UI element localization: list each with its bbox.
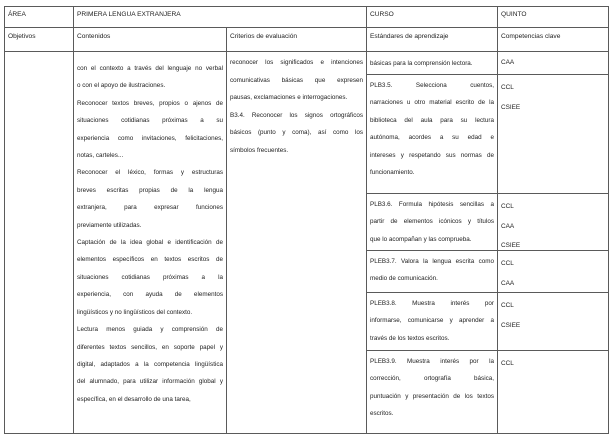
competencia-code: CSIEE [501, 103, 521, 111]
contenidos-line: previamente utilizadas. [77, 221, 142, 229]
contenidos-line: específica, en el desarrollo de una tarea, [77, 395, 191, 403]
contenidos-line: Lectura menos guiada y comprensión de [77, 326, 223, 334]
header-subject: PRIMERA LENGUA EXTRANJERA [77, 11, 181, 18]
header-divider-2 [4, 51, 609, 52]
competencia-code: CAA [501, 59, 515, 66]
contenidos-line: elementos específicos en textos escritos de [77, 256, 223, 264]
contenidos-line: del alumnado, para utilizar información global y [77, 378, 223, 386]
estandar-line: autónoma, acordes a su edad e [370, 134, 494, 142]
estandar-line: básicas para la comprensión lectora. [370, 60, 473, 67]
estandar-text [370, 55, 494, 72]
header-criterios: Criterios de evaluación [230, 33, 298, 40]
contenidos-line: experiencia como invitaciones, felicitaciones, [77, 134, 223, 142]
estandar-line: puntuación y presentación de los textos [370, 392, 494, 400]
competencia-code: CAA [501, 222, 515, 230]
contenidos-line: o con el apoyo de ilustraciones. [77, 82, 166, 90]
estandar-line: funcionamiento. [370, 169, 415, 177]
contenidos-line: con el contexto a través del lenguaje no verbal [77, 65, 223, 72]
estandar-line: escritos. [370, 410, 394, 418]
estandar-text [370, 77, 494, 181]
col-line-estandares [497, 6, 498, 434]
contenidos-line: situaciones cotidianas próximas a la [77, 273, 223, 281]
competencias-list [501, 296, 520, 335]
estandar-line: biblioteca del aula para su lectura [370, 116, 494, 124]
contenidos-line: lingüísticos y no lingüísticos del contexto. [77, 308, 193, 316]
header-course-label: CURSO [370, 11, 394, 18]
estandar-line: PLEB3.9. Muestra interés por la [370, 358, 494, 365]
table-border-bottom [4, 433, 609, 434]
contenidos-line: Reconocer el léxico, formas y estructuras [77, 169, 223, 177]
competencias-list [501, 197, 520, 256]
estandar-line: que lo acompañan y las comprueba. [370, 235, 472, 243]
contenidos-line: diferentes textos sencillos, en soporte papel y [77, 343, 223, 351]
header-divider-1 [4, 27, 609, 28]
estandar-line: PLEB3.8. Muestra interés por [370, 300, 494, 307]
header-course-value: QUINTO [501, 11, 527, 18]
criterios-line: símbolos frecuentes. [230, 146, 289, 154]
competencias-list [501, 254, 514, 293]
std-row-sep-4 [366, 292, 609, 293]
criterios-line: reconocer los significados e intenciones [230, 59, 363, 66]
criterios-line: básicos (punto y coma), así como los [230, 129, 363, 136]
estandar-line: partir de elementos icónicos y títulos [370, 218, 494, 226]
contenidos-line: extranjera, para expresar funciones [77, 204, 223, 212]
estandar-text [370, 295, 494, 347]
estandar-line: intereses y respetando sus normas de [370, 151, 494, 159]
table-border-top [4, 6, 609, 7]
contenidos-line: digital, adaptados a la competencia lingüística [77, 360, 223, 368]
estandar-line: narraciones u otro material escrito de la [370, 99, 494, 107]
contenidos-line: experiencia, con ayuda de elementos [77, 291, 223, 299]
competencia-code: CCL [501, 84, 514, 91]
header-contenidos: Contenidos [77, 33, 111, 40]
col-line-criterios [366, 6, 367, 434]
contenidos-line: breves escritas propias de la lengua [77, 186, 223, 194]
table-border-right [608, 6, 609, 434]
competencias-list [501, 56, 514, 69]
competencia-code: CAA [501, 279, 515, 287]
contenidos-line: Captación de la idea global e identificación de [77, 239, 223, 247]
competencia-code: CCL [501, 260, 514, 267]
estandar-line: corrección, ortografía básica, [370, 375, 494, 383]
competencia-code: CCL [501, 360, 514, 367]
contenidos-text [77, 60, 223, 408]
contenidos-line: situaciones cotidianas próximas a su [77, 117, 223, 125]
estandar-line: PLEB3.7. Valora la lengua escrita como [370, 258, 494, 265]
contenidos-line: Reconocer textos breves, propios o ajenos de [77, 99, 223, 107]
header-estandares: Estándares de aprendizaje [370, 33, 449, 40]
std-row-sep-3 [366, 250, 609, 251]
table-border-left [4, 6, 5, 434]
contenidos-line: notas, carteles... [77, 152, 124, 160]
estandar-text [370, 196, 494, 248]
header-area: ÁREA [8, 11, 26, 18]
competencia-code: CSIEE [501, 242, 521, 249]
estandar-line: PLB3.6. Formula hipótesis sencillas a [370, 201, 494, 208]
competencias-list [501, 78, 520, 117]
std-row-sep-2 [366, 193, 609, 194]
criterios-line: pausas, exclamaciones e interrogaciones. [230, 94, 348, 101]
estandar-line: informarse, comunicarse y aprender a [370, 317, 494, 325]
std-row-sep-1 [366, 74, 609, 75]
col-line-contenidos [226, 27, 227, 434]
criterios-text [230, 54, 363, 159]
competencias-list [501, 354, 514, 374]
header-competencias: Competencias clave [501, 33, 561, 40]
std-row-sep-5 [366, 350, 609, 351]
competencia-code: CSIEE [501, 321, 521, 329]
estandar-line: medio de comunicación. [370, 275, 438, 283]
competencia-code: CCL [501, 302, 514, 309]
header-objetivos: Objetivos [8, 33, 36, 40]
col-line-objetivos [73, 6, 74, 434]
estandar-line: través de los textos escritos. [370, 334, 450, 342]
estandar-text [370, 253, 494, 288]
estandar-line: PLB3.5. Selecciona cuentos, [370, 82, 494, 89]
criterios-line: B3.4. Reconocer los signos ortográficos [230, 111, 363, 119]
competencia-code: CCL [501, 203, 514, 210]
estandar-text [370, 353, 494, 423]
criterios-line: comunicativas básicas que expresen [230, 76, 363, 84]
